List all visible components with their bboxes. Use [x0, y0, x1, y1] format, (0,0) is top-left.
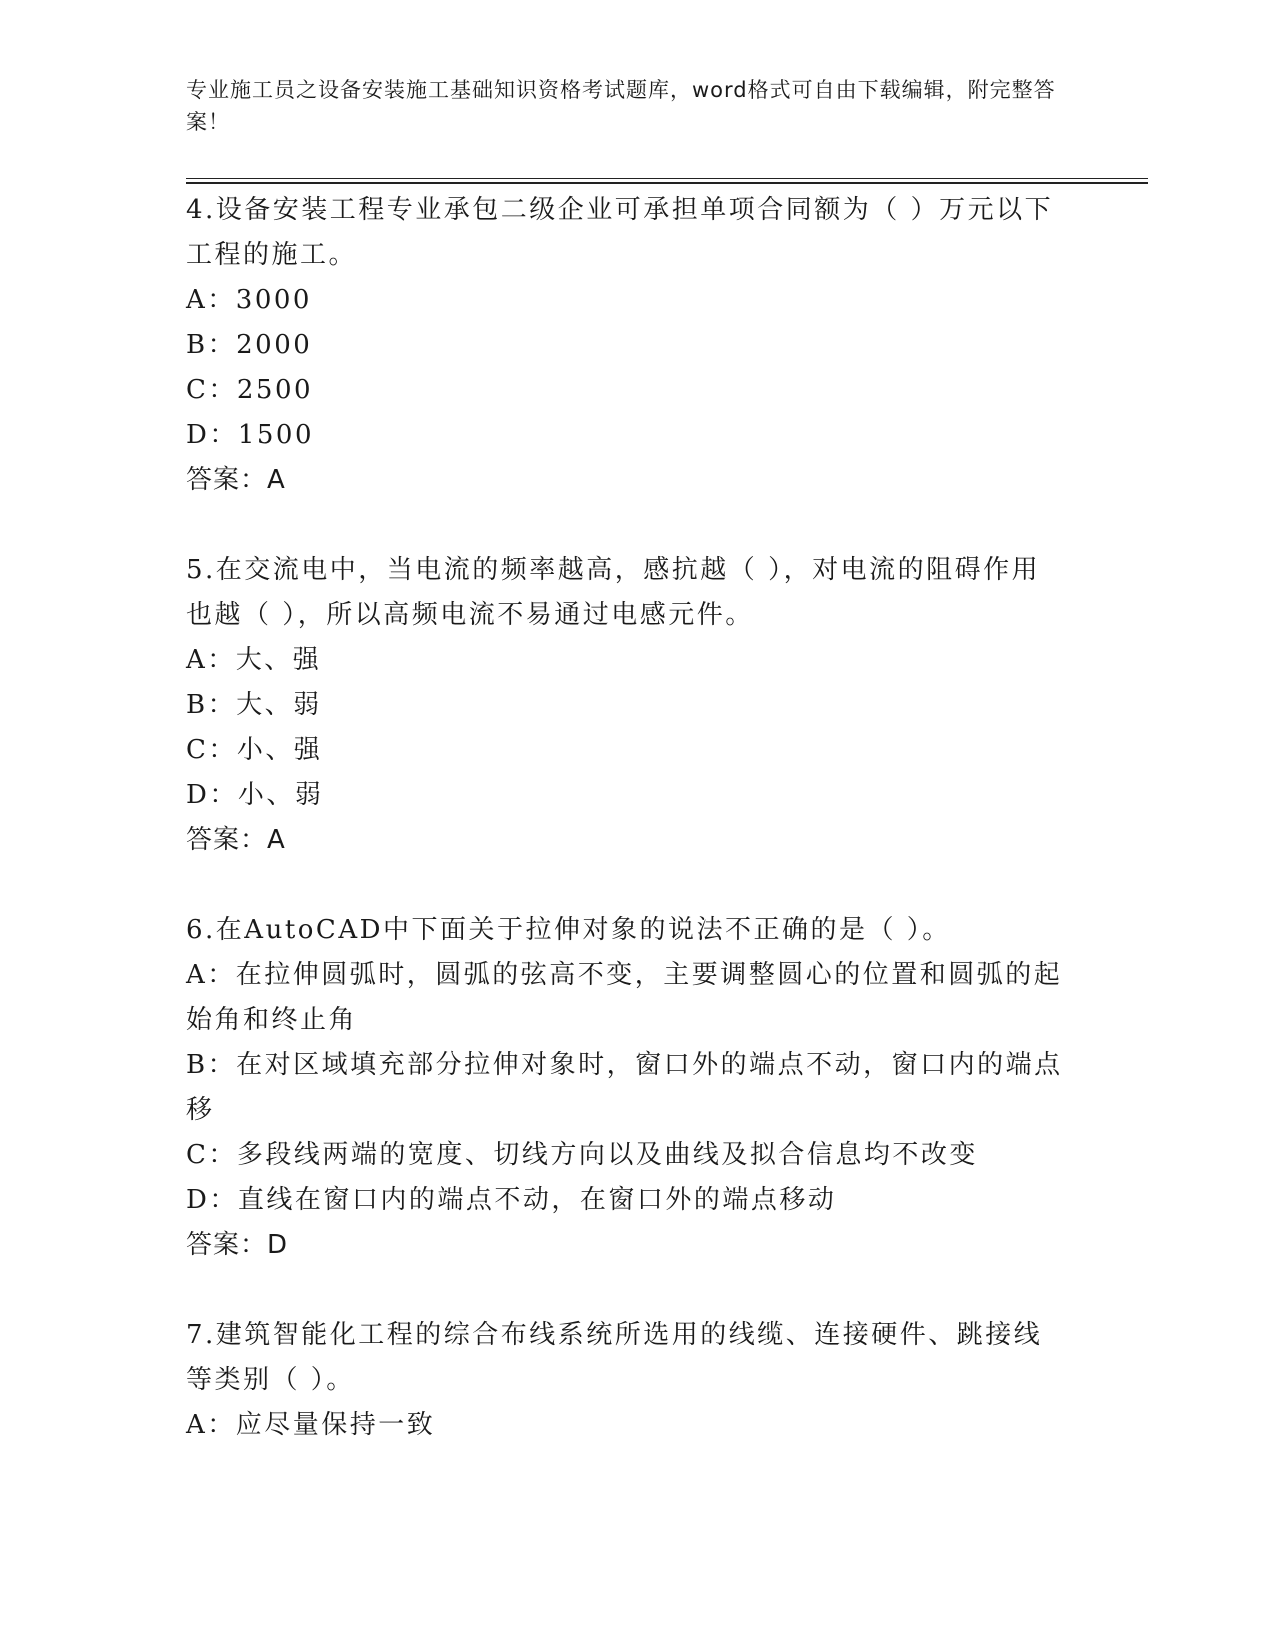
- option-c: C：2500: [186, 375, 314, 405]
- header-divider-thin: [186, 178, 1148, 179]
- question-stem: 6.在AutoCAD中下面关于拉伸对象的说法不正确的是（ ）。: [186, 915, 951, 945]
- option-a: A：应尽量保持一致: [186, 1410, 436, 1440]
- option-a: A：3000: [186, 285, 312, 315]
- question-stem: 4.设备安装工程专业承包二级企业可承担单项合同额为（ ）万元以下工程的施工。: [186, 195, 1054, 270]
- option-a: A：大、强: [186, 645, 322, 675]
- question-6: [186, 908, 1066, 1268]
- header-divider-thick: [186, 182, 1148, 184]
- answer: 答案：A: [186, 825, 286, 855]
- question-stem: 7.建筑智能化工程的综合布线系统所选用的线缆、连接硬件、跳接线等类别（ ）。: [186, 1320, 1043, 1395]
- question-7: [186, 1313, 1066, 1448]
- option-b: B：大、弱: [186, 690, 322, 720]
- question-5: [186, 548, 1066, 863]
- answer: 答案：D: [186, 1230, 289, 1260]
- option-b: B：2000: [186, 330, 313, 360]
- option-d: D：1500: [186, 420, 315, 450]
- question-stem: 5.在交流电中，当电流的频率越高，感抗越（ ），对电流的阻碍作用也越（ ），所以高频电流不易通过电感元件。: [186, 555, 1041, 630]
- answer: 答案：A: [186, 465, 286, 495]
- option-c: C：小、强: [186, 735, 323, 765]
- option-c: C：多段线两端的宽度、切线方向以及曲线及拟合信息均不改变: [186, 1140, 978, 1170]
- question-4: [186, 188, 1066, 503]
- option-a: A：在拉伸圆弧时，圆弧的弦高不变，主要调整圆心的位置和圆弧的起始角和终止角: [186, 960, 1063, 1035]
- document-header: 专业施工员之设备安装施工基础知识资格考试题库，word格式可自由下载编辑，附完整答案！: [186, 78, 1056, 134]
- option-b: B：在对区域填充部分拉伸对象时，窗口外的端点不动，窗口内的端点移: [186, 1050, 1063, 1125]
- option-d: D：直线在窗口内的端点不动，在窗口外的端点移动: [186, 1185, 837, 1215]
- question-list: [186, 188, 1066, 1448]
- option-d: D：小、弱: [186, 780, 324, 810]
